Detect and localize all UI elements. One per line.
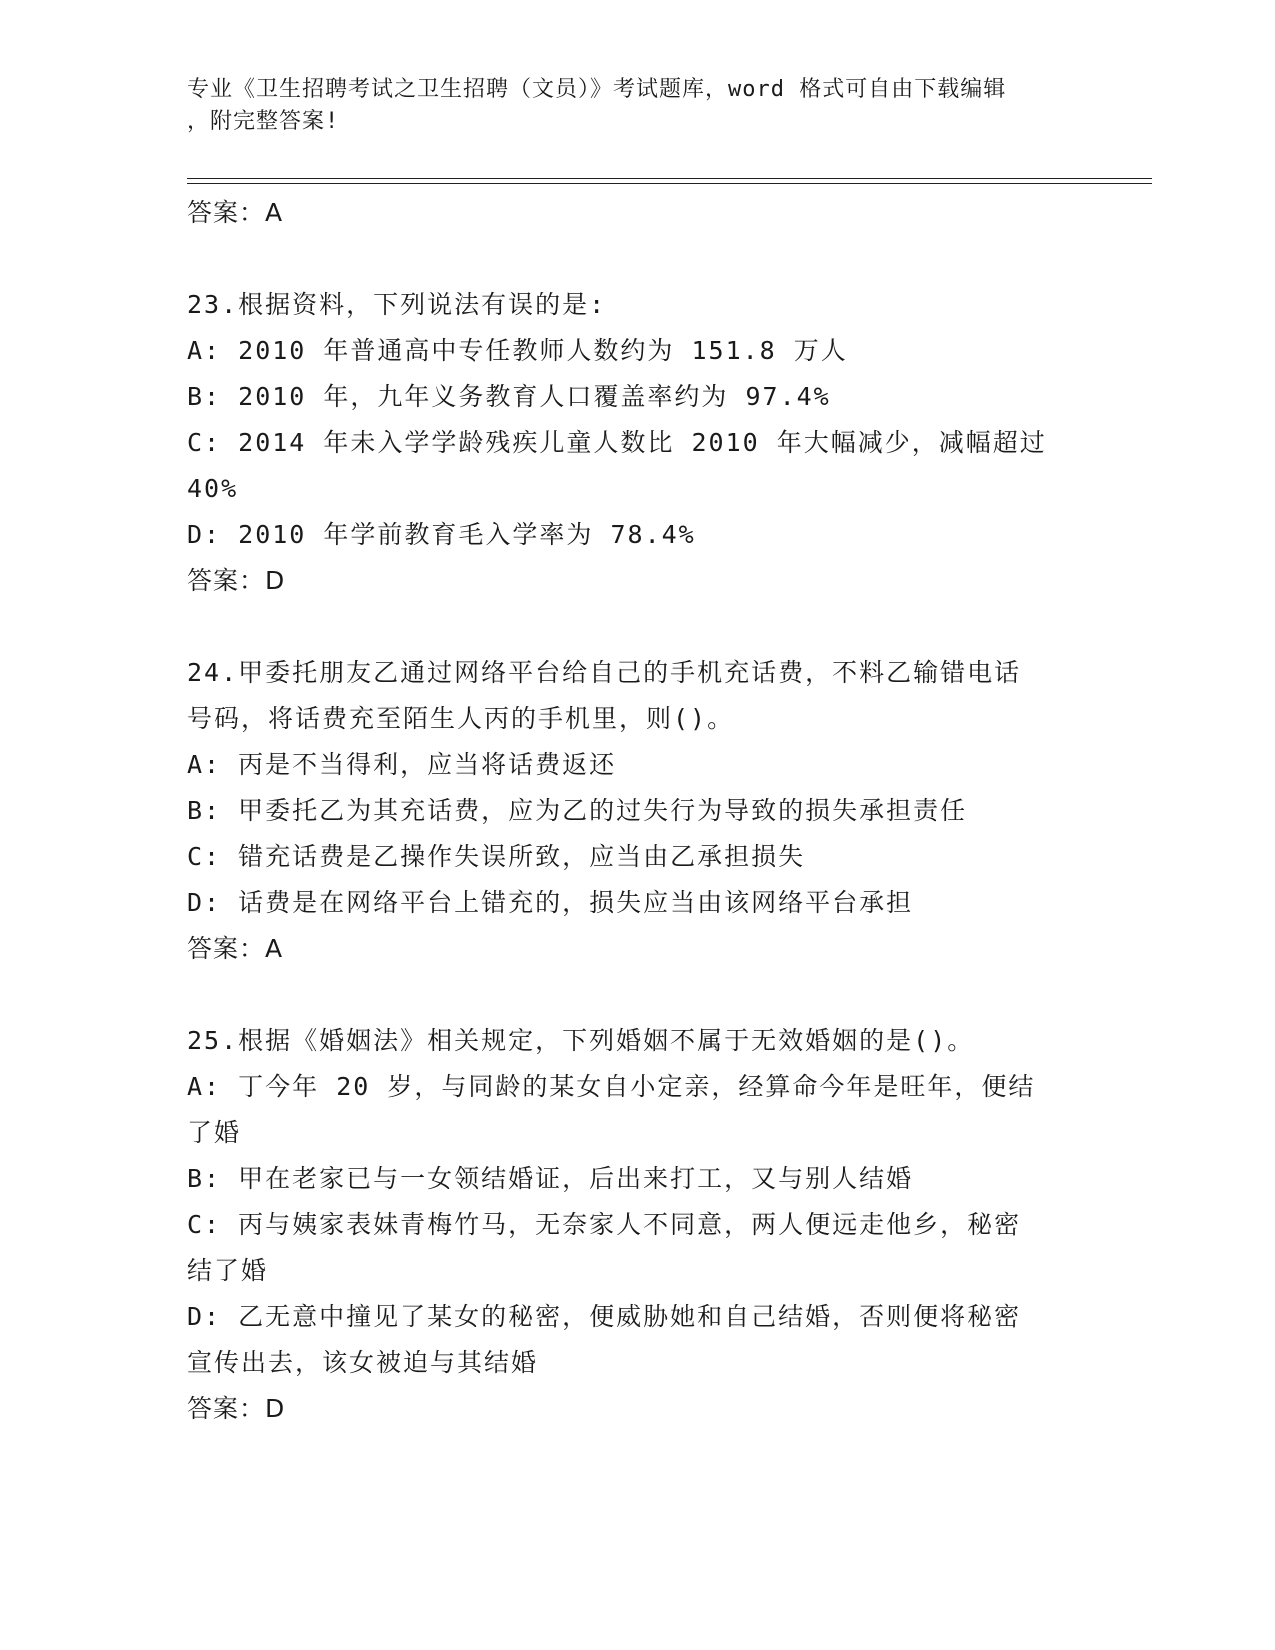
question-25-option-d-cont: 宣传出去，该女被迫与其结婚	[187, 1348, 539, 1377]
answer-25: 答案：D	[187, 1394, 286, 1423]
question-25-option-c: C: 丙与姨家表妹青梅竹马，无奈家人不同意，两人便远走他乡，秘密	[187, 1210, 1022, 1239]
question-25-option-d: D: 乙无意中撞见了某女的秘密，便威胁她和自己结婚，否则便将秘密	[187, 1302, 1022, 1331]
question-24-stem-cont: 号码，将话费充至陌生人丙的手机里，则()。	[187, 704, 735, 733]
spacer	[187, 236, 1087, 282]
question-25	[187, 1018, 1087, 1432]
question-23-option-c-cont: 40%	[187, 474, 239, 503]
question-23-stem: 23.根据资料，下列说法有误的是:	[187, 290, 607, 319]
question-25-option-a: A: 丁今年 20 岁，与同龄的某女自小定亲，经算命今年是旺年，便结	[187, 1072, 1036, 1101]
answer-24: 答案：A	[187, 934, 284, 963]
question-23-option-c: C: 2014 年未入学学龄残疾儿童人数比 2010 年大幅减少，减幅超过	[187, 428, 1047, 457]
question-25-stem: 25.根据《婚姻法》相关规定，下列婚姻不属于无效婚姻的是()。	[187, 1026, 975, 1055]
question-24-option-a: A: 丙是不当得利，应当将话费返还	[187, 750, 617, 779]
header-line-2: ，附完整答案!	[187, 109, 340, 134]
question-23-option-d: D: 2010 年学前教育毛入学率为 78.4%	[187, 520, 696, 549]
question-25-option-c-cont: 结了婚	[187, 1256, 269, 1285]
question-23	[187, 282, 1087, 604]
document-header	[187, 74, 1087, 138]
header-line-1: 专业《卫生招聘考试之卫生招聘（文员）》考试题库，word 格式可自由下载编辑	[187, 77, 1007, 102]
spacer	[187, 604, 1087, 650]
question-23-option-a: A: 2010 年普通高中专任教师人数约为 151.8 万人	[187, 336, 848, 365]
question-24-stem: 24.甲委托朋友乙通过网络平台给自己的手机充话费，不料乙输错电话	[187, 658, 1022, 687]
question-list	[187, 190, 1087, 1432]
question-24-option-d: D: 话费是在网络平台上错充的，损失应当由该网络平台承担	[187, 888, 914, 917]
question-23-option-b: B: 2010 年，九年义务教育人口覆盖率约为 97.4%	[187, 382, 831, 411]
question-25-option-a-cont: 了婚	[187, 1118, 242, 1147]
header-rule-bottom	[187, 183, 1152, 184]
header-rule-top	[187, 178, 1152, 179]
question-24	[187, 650, 1087, 972]
question-24-option-b: B: 甲委托乙为其充话费，应为乙的过失行为导致的损失承担责任	[187, 796, 968, 825]
spacer	[187, 972, 1087, 1018]
answer-22: 答案：A	[187, 198, 284, 227]
question-24-option-c: C: 错充话费是乙操作失误所致，应当由乙承担损失	[187, 842, 806, 871]
question-25-option-b: B: 甲在老家已与一女领结婚证，后出来打工，又与别人结婚	[187, 1164, 914, 1193]
answer-23: 答案：D	[187, 566, 286, 595]
